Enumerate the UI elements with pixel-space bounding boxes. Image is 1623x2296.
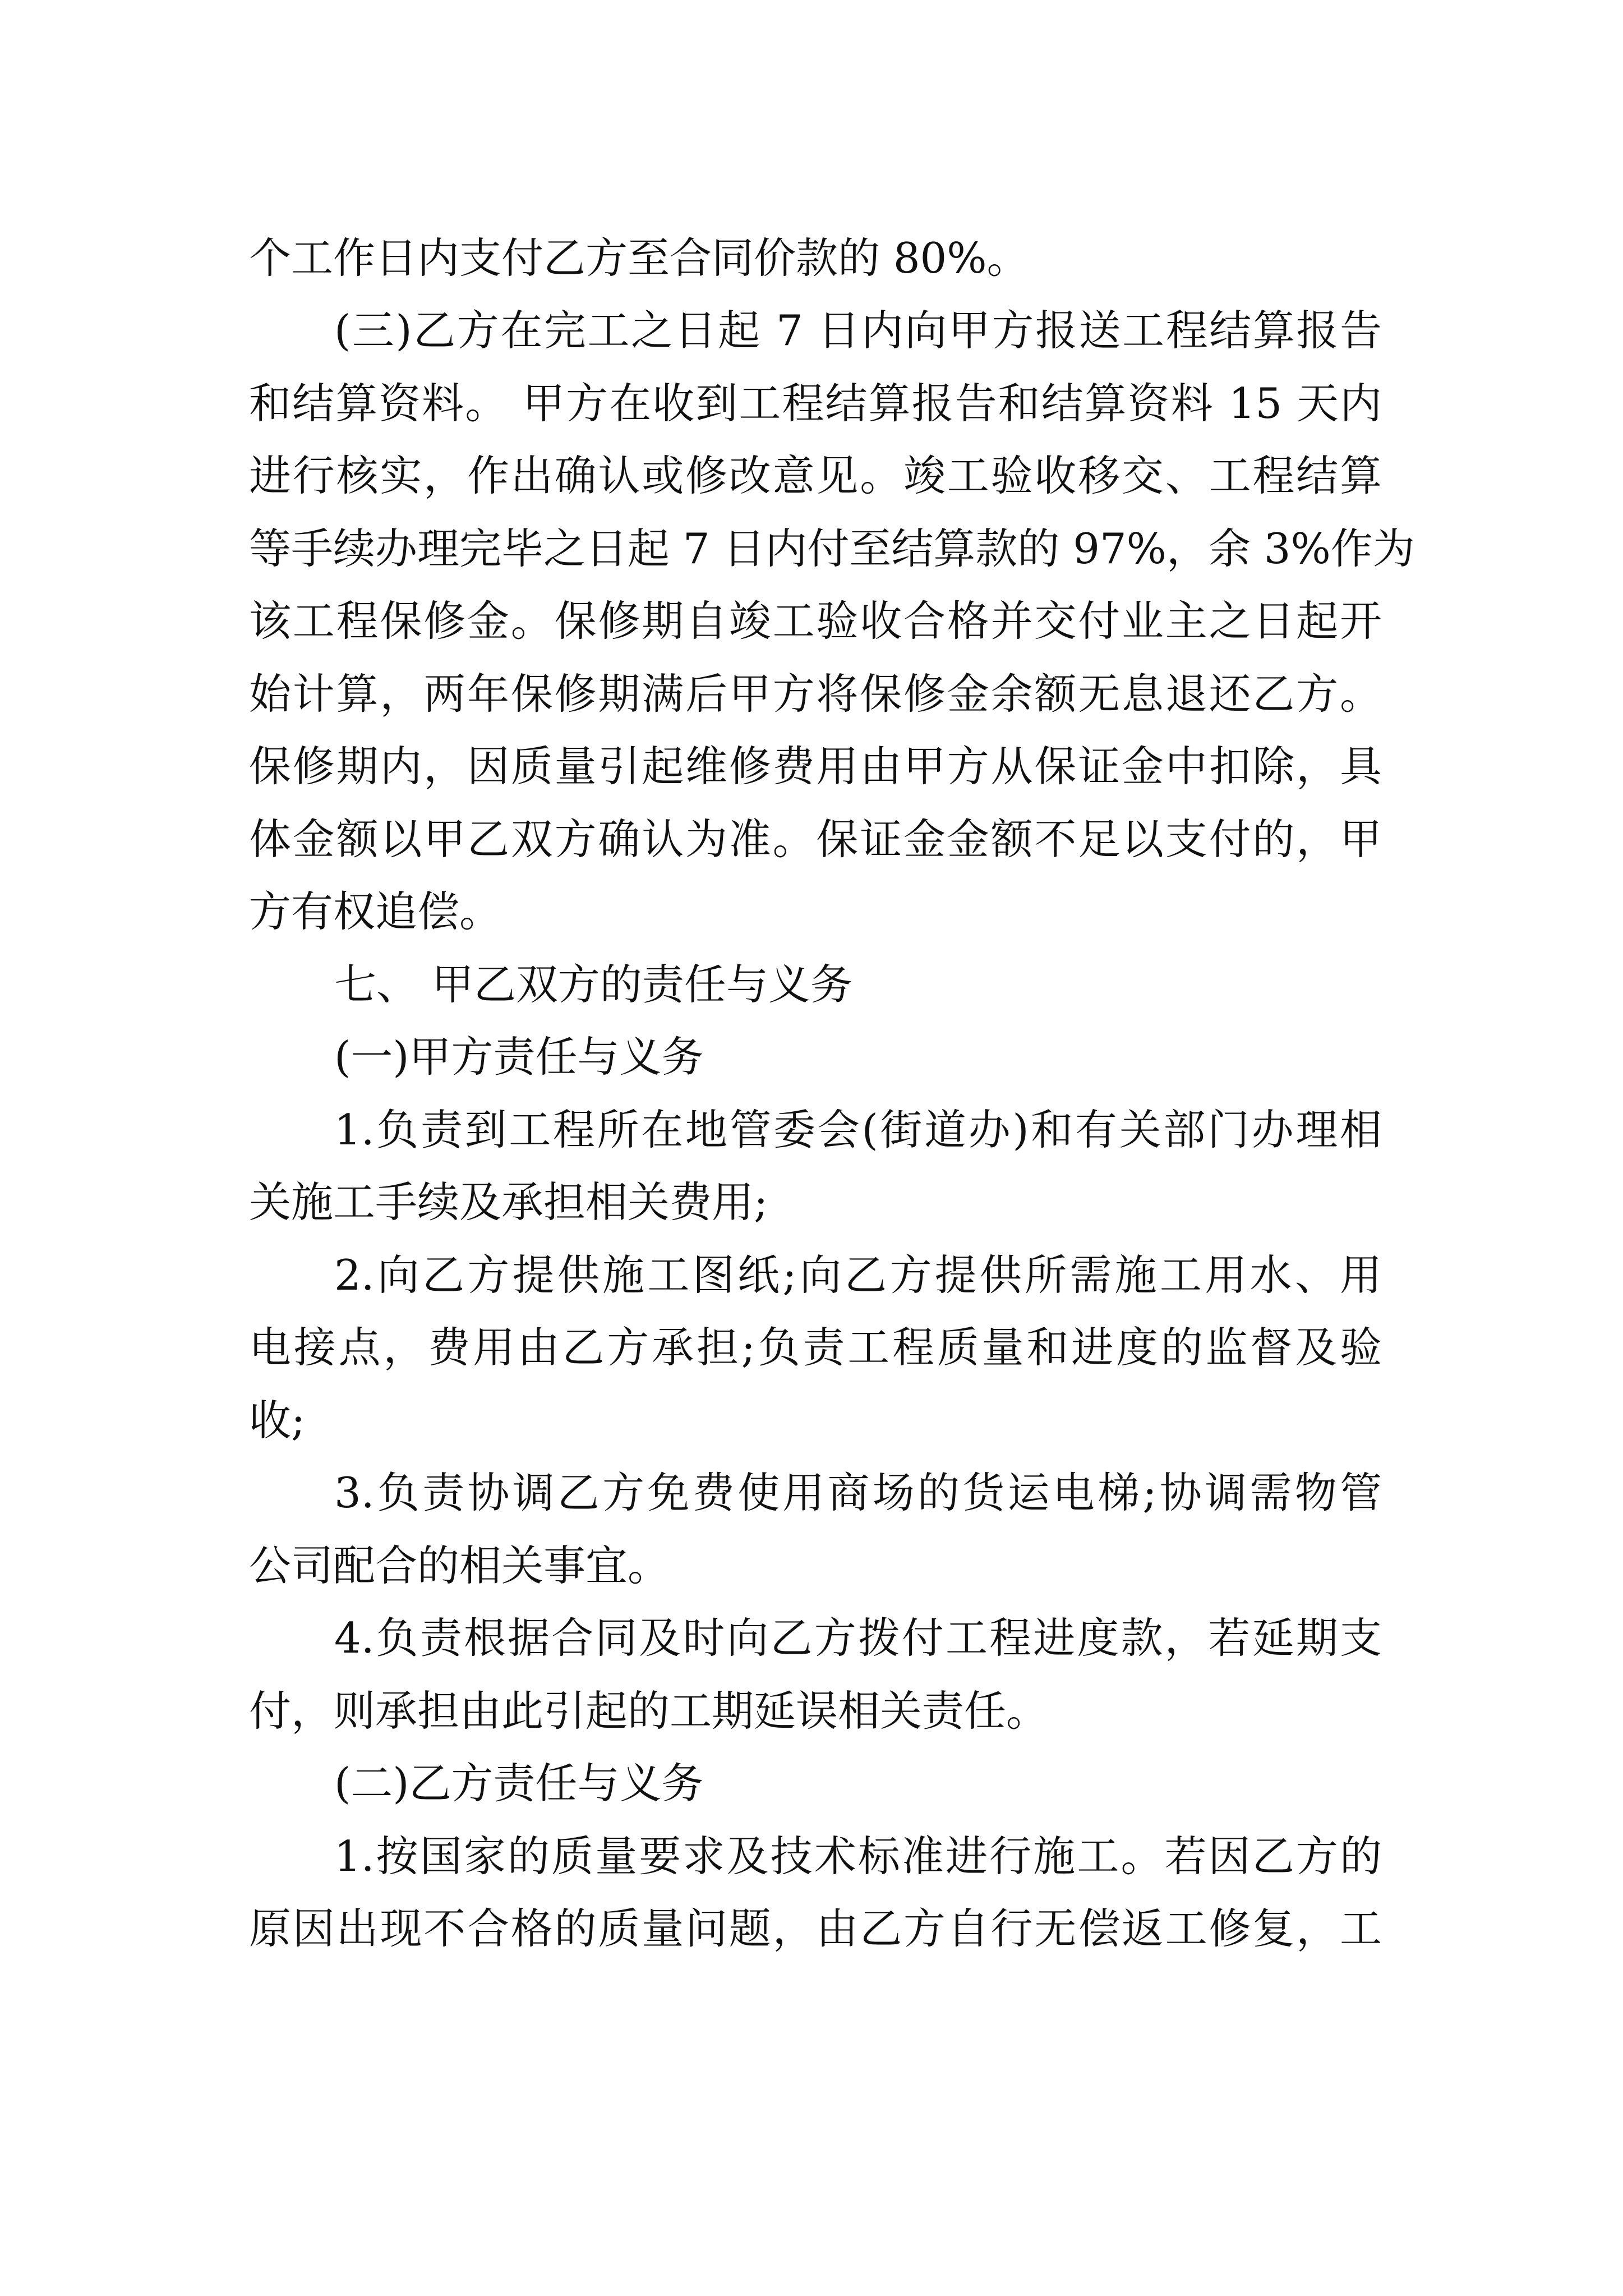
text-line: 4.负责根据合同及时向乙方拨付工程进度款，若延期支	[334, 1613, 1382, 1663]
text-line: 进行核实，作出确认或修改意见。竣工验收移交、工程结算	[249, 451, 1382, 500]
text-line: 始计算，两年保修期满后甲方将保修金余额无息退还乙方。	[249, 669, 1382, 719]
text-line: 原因出现不合格的质量问题，由乙方自行无偿返工修复，工	[249, 1904, 1382, 1953]
subsection-heading: (二)乙方责任与义务	[334, 1759, 704, 1808]
text-line: 和结算资料。 甲方在收到工程结算报告和结算资料 15 天内	[249, 379, 1382, 428]
text-line: 方有权追偿。	[249, 887, 502, 936]
subsection-heading: (一)甲方责任与义务	[334, 1032, 704, 1082]
text-line: 该工程保修金。保修期自竣工验收合格并交付业主之日起开	[249, 596, 1382, 646]
text-line: 公司配合的相关事宜。	[249, 1541, 670, 1590]
text-line: 保修期内，因质量引起维修费用由甲方从保证金中扣除，具	[249, 742, 1382, 791]
text-line: 1.负责到工程所在地管委会(街道办)和有关部门办理相	[334, 1105, 1382, 1154]
text-line: 2.向乙方提供施工图纸;向乙方提供所需施工用水、用	[334, 1250, 1382, 1300]
text-line: 3.负责协调乙方免费使用商场的货运电梯;协调需物管	[334, 1468, 1382, 1517]
text-line: 电接点，费用由乙方承担;负责工程质量和进度的监督及验	[249, 1323, 1382, 1372]
text-line: (三)乙方在完工之日起 7 日内向甲方报送工程结算报告	[334, 306, 1382, 355]
text-line: 1.按国家的质量要求及技术标准进行施工。若因乙方的	[334, 1832, 1382, 1881]
text-line: 体金额以甲乙双方确认为准。保证金金额不足以支付的，甲	[249, 815, 1382, 864]
text-line: 收;	[249, 1396, 306, 1445]
section-heading: 七、 甲乙双方的责任与义务	[334, 960, 852, 1009]
text-line: 付，则承担由此引起的工期延误相关责任。	[249, 1686, 1049, 1736]
text-line: 等手续办理完毕之日起 7 日内付至结算款的 97%，余 3%作为	[249, 524, 1415, 573]
text-line: 个工作日内支付乙方至合同价款的 80%。	[249, 233, 1029, 283]
text-line: 关施工手续及承担相关费用;	[249, 1177, 768, 1227]
